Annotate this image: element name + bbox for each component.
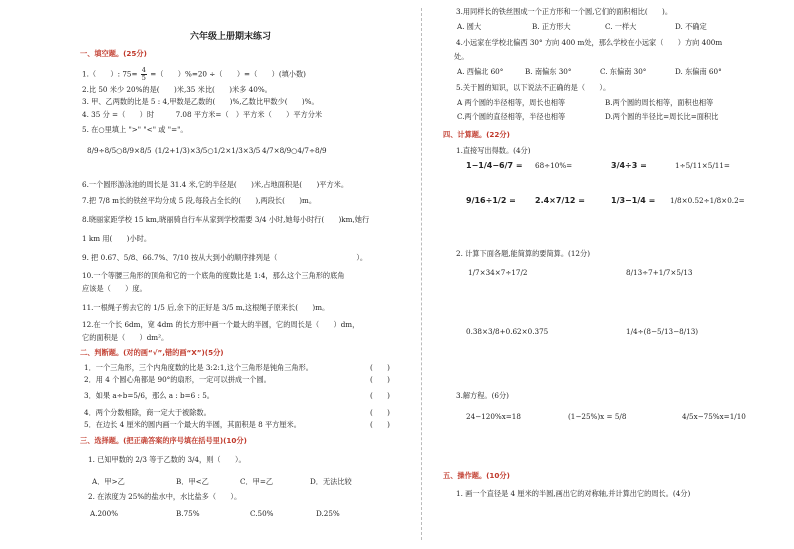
simplify-a: 1/7×34×7÷17/2 — [468, 268, 528, 277]
question-12-cont: 它的面积是（ ）dm²。 — [82, 333, 169, 342]
question-11: 11.一根绳子剪去它的 1/5 后,余下的正好是 3/5 m,这根绳子原来长( )m。 — [82, 303, 330, 312]
page-title: 六年级上册期末练习 — [190, 32, 272, 42]
choice-4-option-c[interactable]: C. 东偏南 30° — [600, 67, 647, 76]
choice-2-option-c[interactable]: C.50% — [250, 509, 274, 518]
equation-heading: 3.解方程。(6分) — [456, 391, 509, 400]
judge-1-answer[interactable]: ( ) — [370, 363, 390, 372]
question-6: 6.一个圆形游泳池的周长是 31.4 米,它的半径是( )米,占地面积是( )平方米。 — [82, 180, 349, 189]
question-9: 9. 把 0.67、5/8、66.7%、7/10 按从大到小的顺序排列是（ ）。 — [82, 253, 368, 262]
question-12: 12.在一个长 6dm，宽 4dm 的长方形中画一个最大的半圆，它的周长是（ ）dm， — [82, 320, 360, 329]
direct-calc-7: 1/3−1/4 = — [611, 196, 656, 205]
section-fill-blank: 一、填空题。(25分) — [80, 49, 147, 58]
choice-5: 5.关于圆的知识，以下说法不正确的是（ ）。 — [456, 83, 611, 92]
choice-2-option-a[interactable]: A.200% — [90, 509, 119, 518]
section-true-false: 二、判断题。(对的画“√”,错的画“X”)(5分) — [80, 348, 224, 357]
question-8: 8.晓丽家距学校 15 km,晓丽骑自行车从家到学校需要 3/4 小时,她每小时行( )km,她行 — [82, 215, 370, 224]
equation-c: 4/5x−75%x=1/10 — [682, 412, 746, 421]
choice-4-option-a[interactable]: A. 西偏北 60° — [457, 67, 504, 76]
judge-5: 5．在边长 4 厘米的圆内画一个最大的半圆，其面积是 8 平方厘米。 — [84, 420, 301, 429]
compare-c: 4/7×8/9○4/7÷8/9 — [262, 146, 327, 155]
choice-2: 2. 在浓度为 25%的盐水中，水比盐多（ ）。 — [88, 492, 242, 501]
judge-4-answer[interactable]: ( ) — [370, 408, 390, 417]
choice-1-option-b[interactable]: B．甲<乙 — [176, 477, 209, 486]
choice-1: 1. 已知甲数的 2/3 等于乙数的 3/4，则（ ）。 — [88, 455, 246, 464]
section-operation: 五、操作题。(10分) — [443, 471, 510, 480]
question-1 — [82, 67, 306, 82]
judge-4: 4．两个分数相除，商一定大于被除数。 — [84, 408, 211, 417]
judge-2: 2．用 4 个圆心角都是 90°的扇形，一定可以拼成一个圆。 — [84, 375, 271, 384]
judge-3-answer[interactable]: ( ) — [370, 391, 390, 400]
choice-5-option-a[interactable]: A 两个圆的半径相等，周长也相等 — [457, 98, 566, 107]
direct-calc-1: 1−1/4−6/7 = — [466, 161, 523, 170]
question-2: 2.比 50 米少 20%的是( )米,35 米比( )米多 40%。 — [82, 85, 272, 94]
choice-3-option-b[interactable]: B. 正方形大 — [532, 22, 571, 31]
question-4: 4. 35 分 =（ ）时 7.08 平方米=（ ）平方米（ ）平方分米 — [82, 110, 323, 119]
direct-calc-5: 9/16÷1/2 = — [466, 196, 516, 205]
question-10: 10.一个等腰三角形的顶角和它的一个底角的度数比是 1:4，那么这个三角形的底角 — [82, 271, 345, 280]
simplify-b: 8/13÷7+1/7×5/13 — [626, 268, 693, 277]
choice-1-option-d[interactable]: D．无法比较 — [310, 477, 352, 486]
choice-4-cont: 处。 — [454, 52, 469, 61]
judge-2-answer[interactable]: ( ) — [370, 375, 390, 384]
operation-1: 1. 画一个直径是 4 厘米的半圆,画出它的对称轴,并计算出它的周长。(4分) — [456, 489, 691, 498]
direct-calc-8: 1/8×0.52÷1/8×0.2= — [670, 196, 745, 205]
compare-b: (1/2+1/3)×3/5○1/2×1/3×3/5 — [155, 146, 261, 155]
compare-a: 8/9÷8/5○8/9×8/5 — [87, 146, 152, 155]
question-7: 7.把 7/8 m长的铁丝平均分成 5 段,每段占全长的( ),两段长( )m。 — [82, 196, 317, 205]
choice-5-option-c[interactable]: C.两个圆的直径相等，半径也相等 — [457, 112, 566, 121]
choice-3-option-c[interactable]: C. 一样大 — [605, 22, 637, 31]
judge-3: 3．如果 a÷b=5/6，那么 a : b=6 : 5。 — [84, 391, 214, 400]
question-10-cont: 应该是（ ）度。 — [82, 284, 147, 293]
question-1-text-b: =（ ）%=20 ÷（ ）=（ ）(填小数) — [150, 69, 306, 79]
choice-3: 3.用同样长的铁丝围成一个正方形和一个圆,它们的面积相比( )。 — [456, 7, 673, 16]
simplify-c: 0.38×3/8+0.62×0.375 — [466, 327, 549, 336]
choice-4-option-b[interactable]: B. 南偏东 30° — [525, 67, 572, 76]
judge-1: 1．一个三角形，三个内角度数的比是 3:2:1,这个三角形是钝角三角形。 — [84, 363, 313, 372]
choice-1-option-a[interactable]: A．甲>乙 — [92, 477, 125, 486]
choice-5-option-d[interactable]: D.两个圆的半径比=周长比=面积比 — [605, 112, 719, 121]
direct-calc-6: 2.4×7/12 = — [535, 196, 585, 205]
question-1-text-a: 1.（ ）: 75= — [82, 69, 138, 79]
direct-calc-3: 3/4÷3 = — [611, 161, 647, 170]
choice-5-option-b[interactable]: B.两个圆的周长相等，面积也相等 — [605, 98, 714, 107]
simplify-heading: 2. 计算下面各题,能简算的要简算。(12分) — [456, 249, 590, 258]
choice-4: 4.小远家在学校北偏西 30° 方向 400 m处，那么学校在小远家（ ）方向 400m — [456, 38, 723, 47]
direct-calc-2: 68÷10%= — [535, 161, 573, 170]
calc-direct-heading: 1.直接写出得数。(4分) — [456, 146, 531, 155]
section-calculation: 四、计算题。(22分) — [443, 130, 510, 139]
choice-4-option-d[interactable]: D. 东偏南 60° — [675, 67, 722, 76]
direct-calc-4: 1÷5/11×5/11= — [675, 161, 730, 170]
simplify-d: 1/4÷(8−5/13−8/13) — [626, 327, 699, 336]
choice-1-option-c[interactable]: C．甲=乙 — [240, 477, 274, 486]
equation-b: (1−25%)x = 5/8 — [568, 412, 627, 421]
question-5: 5. 在○里填上 ">" "<" 或 "="。 — [82, 125, 188, 134]
choice-2-option-d[interactable]: D.25% — [316, 509, 340, 518]
equation-a: 24−120%x=18 — [466, 412, 521, 421]
fraction: $\frac{4}{5}$ — [141, 66, 146, 82]
section-choice: 三、选择题。(把正确答案的序号填在括号里)(10分) — [80, 436, 247, 445]
column-divider — [421, 8, 422, 540]
judge-5-answer[interactable]: ( ) — [370, 420, 390, 429]
choice-2-option-b[interactable]: B.75% — [176, 509, 200, 518]
question-8-cont: 1 km 用( )小时。 — [82, 234, 152, 243]
choice-3-option-a[interactable]: A. 圆大 — [457, 22, 482, 31]
question-3: 3. 甲、乙两数的比是 5 : 4,甲数是乙数的( )%,乙数比甲数少( )%。 — [82, 97, 319, 106]
choice-3-option-d[interactable]: D. 不确定 — [675, 22, 707, 31]
